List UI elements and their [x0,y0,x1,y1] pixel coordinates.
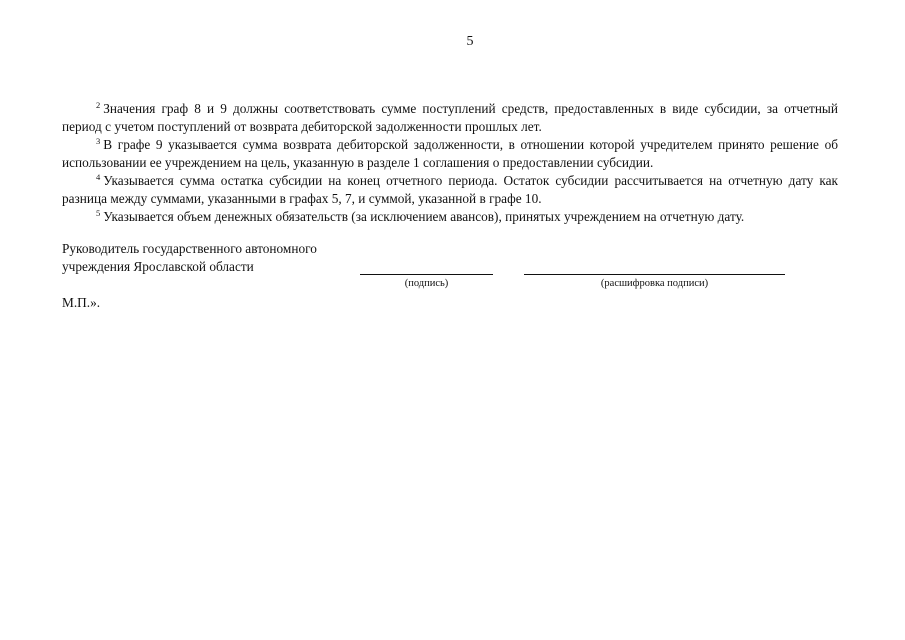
footnote-text: Указывается сумма остатка субсидии на конец отчетного периода. Остаток субсидии рассчитывается на отчетную дату как разница между суммами, указанными в графах 5, 7, и суммой, указанной в графе 10. [62,173,838,206]
footnote-mark: 3 [96,136,101,146]
signature-decode-line [524,274,785,275]
signature-decode-caption: (расшифровка подписи) [600,278,709,289]
signature-line [360,274,493,275]
footnote-mark: 2 [96,100,101,110]
footnote-text: В графе 9 указывается сумма возврата дебиторской задолженности, в отношении которой учредителем принято решение об использовании ее учреждением на цель, указанную в разделе 1 соглашения о предоставлении субсидии. [62,137,838,170]
footnote-3 [62,136,838,172]
signer-title-line-2: учреждения Ярославской области [62,259,254,274]
footnote-mark: 4 [96,172,101,182]
stamp-place: М.П.». [62,295,101,310]
footnote-text: Указывается объем денежных обязательств (за исключением авансов), принятых учреждением на отчетную дату. [103,209,745,224]
page-number: 5 [466,34,474,49]
signer-title-line-1: Руководитель государственного автономного [62,241,317,256]
footnote-2 [62,100,838,136]
footnote-text: Значения граф 8 и 9 должны соответствовать сумме поступлений средств, предоставленных в виде субсидии, за отчетный период с учетом поступлений от возврата дебиторской задолженности прошлых лет. [62,101,838,134]
signature-caption: (подпись) [404,278,449,289]
signer-title [62,240,317,276]
footnote-mark: 5 [96,208,101,218]
footnote-4 [62,172,838,208]
footnotes [62,100,838,226]
footnote-5 [62,208,838,226]
